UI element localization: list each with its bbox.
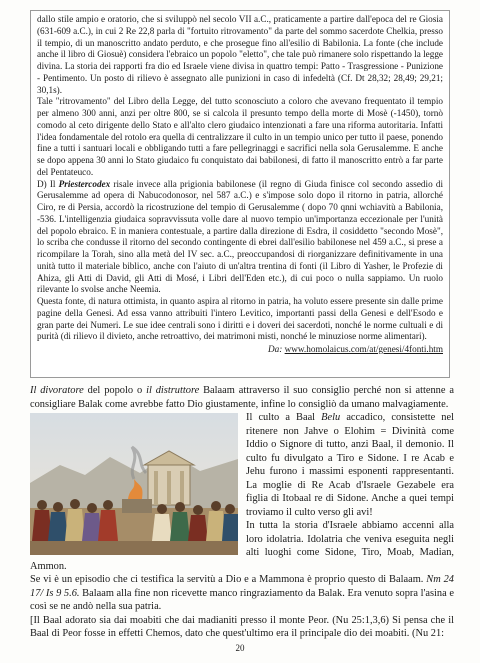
source-line [37,344,443,356]
cult-rest: accadico, consistette nel ritenere non Jahve o Elohim = Divinità come Iddio o Signore di tutto, anzi Baal, il demonio. Il culto fu divulgato a Tiro e Sidone. I re Acab e Jehu furono i massimi esponenti rappresentanti. La moglie di Re Acab d'Israele Gezabele era figlia di Itobaal re di Sidone. Anche a quei tempi troviamo il culto verso gli avi! [246,412,454,518]
intro-rest: Balaam attraverso il suo consiglio perché non si attenne a consigliare Balak come avrebbe fatto Dio giustamente, infine lo consigliò da umano malvagiamente. [30,385,454,410]
belu-term: Belu [321,412,341,423]
history-paragraph: In tutta la storia d'Israele abbiamo accenni alla loro idolatria. Idolatria che veniva eseguita negli alti luoghi come Sidone, Tiro, Moab, Madian, Ammon. [30,520,454,572]
episode-paragraph [30,573,454,614]
box-paragraph-3-lead: D) Il [37,178,59,189]
box-paragraph-2: Tale "ritrovamento" del Libro della Legge, del tutto sconosciuto a coloro che avevano frequentato il tempio per almeno 300 anni, anzi per oltre 800, se si calcola il presunto tempo della morte di Mosè (-1450), tornò comodo al ceto dirigente dello Stato e all'alto clero giudaico intenzionati a fare una riforma autoritaria. Infatti l'idea fondamentale del rotolo era quella di centralizzare il culto in un tempio unico per tutto il paese, ponendo fine a tutti i santuari locali e obbligando tutti a fare pellegrinaggi e sacrifici nella sola Gerusalemme. E anche se dopo appena 30 anni lo Stato giudaico fu conquistato dai babilonesi, di fatto il manoscritto entrò a far parte del Pentateuco. [37,96,443,177]
intro-paragraph [30,384,454,411]
temple-column [180,471,184,505]
box-paragraph-1: dallo stile ampio e oratorio, che si sviluppò nel secolo VII a.C., praticamente a partire dall'epoca del re Giosia (631-609 a.C.), in cui 2 Re 22,8 parla di "fortuito ritrovamento" da parte del sommo sacerdote Chelkia, presso il tempio, di un manoscritto andato perduto, e che prosegue fino all'esilio di Babilonia. La fonte (che include anche il libro di Giosuè) considera l'ebraico un popolo "eletto", che tale può rimanere solo rispettando la legge divina. La storia dei rapporti fra dio ed Israele viene divisa in quattro tempi: Patto - Trasgressione - Punizione - Pentimento. Un posto di rilievo è assegnato alle punizioni in caso di infedeltà (Cf. Dt 28,32; 28,49; 29,21; 30,1s). [37,14,443,95]
page-number: 20 [235,643,245,653]
box-paragraph-3-rest: risale invece alla prigionia babilonese (il regno di Giuda finisce col secondo assedio di Gerusalemme ad opera di Nabucodonosor, nel 587 a.C.) e s'impose solo dopo il ritorno in patria, allorché Ciro, re di Persia, accordò la ricostruzione del tempio di Gerusalemme ( dopo 70 qnni wchiavitù a Babilonia, -536. L'intelligenzia giudaica sopravvissuta volle dare al nuovo tempio un'importanza eccezionale per l'unità del popolo ebraico. E in maniera contestuale, a partire dalla direzione di Esdra, il cosiddetto "secondo Mosè", lo scriba che condusse il ritorno del secondo contingente di ebrei dall'esilio babilonese nel 459 a.C., si prese a ricompilare la Torah, sino alla metà del IV sec. a.C., preoccupandosi di riorganizzare definitivamente in una unità tutto il materiale biblico, anche con l'aiuto di un'altra trentina di fonti (il Libro di Yasher, le Profezie di Ahiza, gli Atti di David, gli Atti di Mosé, i Libri dell'Eden etc.), di cui poco o nulla sappiamo. Un ruolo rilevante lo svolse anche Neemia. [37,178,443,295]
altar [122,499,152,513]
quoted-source-box [30,10,450,378]
baal-worship-illustration [30,413,238,555]
episode-reference: Nm 24 17/ Is 9 5.6. [30,574,454,599]
source-label: Da: [268,344,285,354]
box-paragraph-3 [37,179,443,297]
episode-rest: Balaam alla fine non ricevette manco ringraziamento da Balak. Era venuto sopra l'asina e così se ne andò nella sua patria. [30,587,454,612]
box-paragraph-4: Questa fonte, di natura ottimista, in quanto aspira al ritorno in patria, ha voluto essere presente sin dalle prime pagine della Genesi. Ad essa vanno attribuiti l'intero Levitico, importanti passi della Genesi e dell'Esodo e gran parte dei Numeri. Le sue idee centrali sono i diritti e i doveri dei sacerdoti, nonché le norme cultuali e di purità (di rilievo il divieto, anche retroattivo, dei matrimoni misti, nonché le minuziose norme alimentari). [37,296,443,342]
temple-column [154,471,158,505]
episode-lead: Se vi è un episodio che ci testifica la servitù a Dio e a Mammona è proprio questo di Balaam. [30,574,427,585]
foreground [30,541,238,555]
intro-italic-2: il distruttore [146,385,200,396]
illustration-svg [30,413,238,555]
intro-mid: del popolo o [83,385,147,396]
temple-column [167,471,171,505]
priestercodex-term: Priestercodex [58,178,111,189]
cult-lead: Il culto a Baal [246,412,322,423]
main-text [30,384,454,641]
intro-italic-1: Il divoratore [30,385,84,396]
source-link[interactable]: www.homolaicus.com/at/genesi/4fonti.htm [284,344,443,354]
peor-note: [Il Baal adorato sia dai moabiti che dai madianiti presso il monte Peor. (Nu 25:1,3,6) Si pensa che il Baal di Peor fosse in effetti Chemos, dato che quest'ultimo era il principale dio dei moabiti. (Nu 21: [30,614,454,639]
